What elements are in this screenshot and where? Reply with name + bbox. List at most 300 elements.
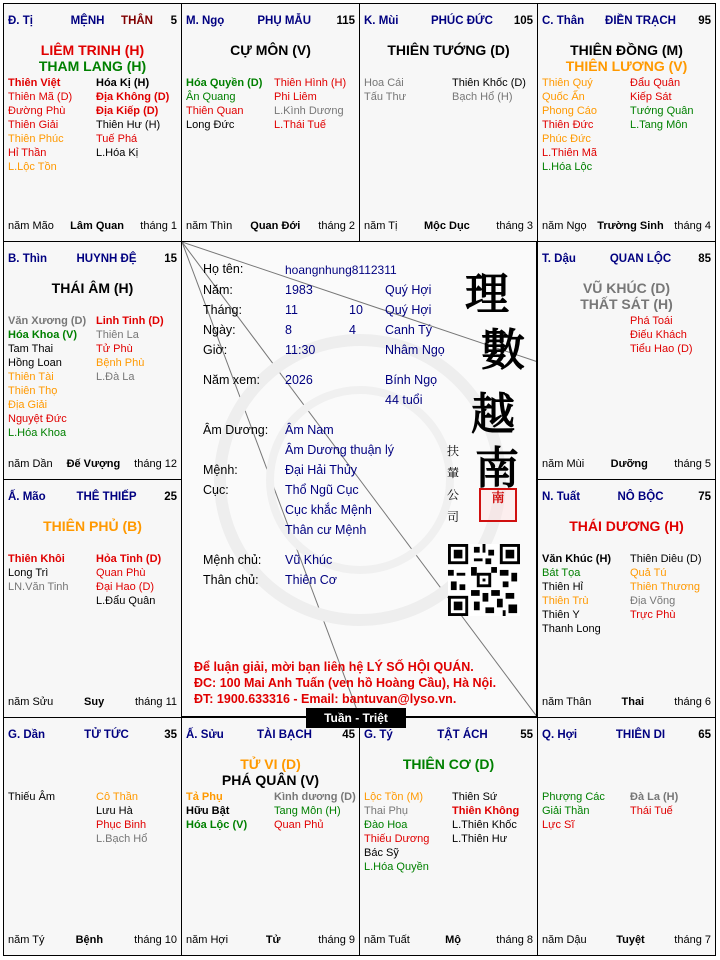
palace-header <box>542 14 711 28</box>
main-star[interactable]: THÁI DƯƠNG (H) <box>569 518 684 534</box>
minor-star[interactable]: Long Trì <box>8 567 49 579</box>
main-stars <box>182 756 359 788</box>
palace-name: TỬ TỨC <box>84 729 129 741</box>
palace-footer <box>542 457 711 471</box>
cuc-note-2: Thân cư Mệnh <box>285 523 367 537</box>
minor-star[interactable]: Tấu Thư <box>364 91 407 103</box>
minor-star[interactable]: Thiên Việt <box>8 77 61 89</box>
tuan-triet-label: Tuần - Triệt <box>306 708 406 728</box>
life-phase: Mộc Dục <box>423 220 470 232</box>
minor-stars-left <box>542 790 605 832</box>
minor-star[interactable]: Tang Môn (H) <box>274 805 341 817</box>
palace-number: 45 <box>342 729 355 741</box>
palace-name: THÊ THIẾP <box>76 491 137 503</box>
minor-star[interactable]: Tiểu Hao (D) <box>630 343 693 355</box>
palace-year: năm Tý <box>8 934 45 946</box>
month-can: Quý Hợi <box>385 303 432 317</box>
minor-star[interactable]: L.Lộc Tồn <box>8 161 57 173</box>
palace-month: tháng 9 <box>318 934 355 946</box>
palace-cell-than[interactable] <box>537 3 716 242</box>
palace-year: năm Tuất <box>364 934 410 946</box>
minor-star[interactable]: Bạch Hổ (H) <box>452 91 513 103</box>
minor-star[interactable]: Thiên Không <box>452 805 520 817</box>
palace-cell-dau[interactable] <box>537 241 716 480</box>
minor-star[interactable]: Giải Thần <box>542 805 590 817</box>
minor-star[interactable]: Lưu Hà <box>96 805 133 817</box>
palace-name: PHỤ MẪU <box>257 15 312 27</box>
vertical-char-1: 扶 <box>446 444 459 458</box>
palace-header <box>542 252 711 266</box>
palace-header <box>186 728 355 742</box>
minor-star[interactable]: L.Hóa Lộc <box>542 161 593 173</box>
minor-stars-right <box>630 790 678 818</box>
palace-year: năm Mão <box>8 220 54 232</box>
palace-branch: M. Ngọ <box>186 15 225 27</box>
main-star[interactable]: THÁI ÂM (H) <box>51 280 134 296</box>
am-duong-label: Âm Dương: <box>203 423 269 437</box>
main-stars <box>4 280 181 296</box>
main-star[interactable]: PHÁ QUÂN (V) <box>221 772 320 788</box>
minor-stars-right <box>96 76 169 160</box>
minor-stars-right <box>630 314 693 356</box>
palace-cell-ngo[interactable] <box>181 3 360 242</box>
main-star[interactable]: THIÊN TƯỚNG (D) <box>387 42 510 58</box>
palace-cell-mui[interactable] <box>359 3 538 242</box>
day-solar: 8 <box>285 323 292 337</box>
main-star[interactable]: TỬ VI (D) <box>240 756 301 772</box>
minor-star[interactable]: Thiên Y <box>542 609 580 621</box>
red-seal-stamp <box>479 488 517 522</box>
palace-name: QUAN LỘC <box>609 253 672 265</box>
minor-stars-right <box>96 790 147 846</box>
palace-cell-ti[interactable] <box>3 3 182 242</box>
minor-star[interactable]: Phúc Đức <box>542 133 591 145</box>
minor-star[interactable]: Thiếu Âm <box>8 791 56 803</box>
minor-star[interactable]: Phá Toái <box>630 315 673 327</box>
palace-year: năm Thân <box>542 696 592 708</box>
palace-number: 65 <box>698 729 711 741</box>
minor-star[interactable]: Tả Phụ <box>186 791 223 803</box>
minor-star[interactable]: Hóa Quyền (D) <box>186 77 263 89</box>
palace-month: tháng 4 <box>674 220 711 232</box>
minor-star[interactable]: Hữu Bật <box>186 805 230 817</box>
minor-star[interactable]: Thiên Thọ <box>8 385 58 397</box>
main-star[interactable]: THIÊN LƯƠNG (V) <box>565 58 688 74</box>
palace-year: năm Hợi <box>186 934 229 946</box>
minor-star[interactable]: Quan Phủ <box>274 819 324 831</box>
day-lunar: 4 <box>349 323 356 337</box>
minor-star[interactable]: L.Tang Môn <box>630 119 688 131</box>
palace-year: năm Tị <box>364 220 398 232</box>
life-phase: Thai <box>621 696 645 708</box>
palace-branch: K. Mùi <box>364 15 399 27</box>
main-stars <box>4 42 181 74</box>
minor-star[interactable]: L.Đà La <box>96 371 135 383</box>
palace-branch: T. Dậu <box>542 253 576 265</box>
minor-star[interactable]: Thiên Thương <box>630 581 701 593</box>
minor-star[interactable]: Thiên Hình (H) <box>274 77 347 89</box>
palace-name: ĐIỀN TRẠCH <box>605 15 676 27</box>
minor-stars-right <box>274 76 346 132</box>
palace-name: NÔ BỘC <box>617 491 664 503</box>
minor-star[interactable]: Nguyệt Đức <box>8 413 67 425</box>
minor-star[interactable]: L.Bạch Hổ <box>96 833 148 845</box>
minor-star[interactable]: LN.Văn Tinh <box>8 581 69 593</box>
life-phase: Đế Vượng <box>66 458 121 470</box>
palace-header <box>186 14 355 28</box>
minor-star[interactable]: Thiên Khốc (D) <box>452 77 526 89</box>
palace-number: 85 <box>698 253 711 265</box>
palace-footer <box>542 219 711 233</box>
palace-year: năm Ngọ <box>542 220 587 232</box>
minor-stars-left <box>8 314 86 440</box>
minor-star[interactable]: Thiên Hỉ <box>542 581 583 593</box>
minor-star[interactable]: Bác Sỹ <box>364 847 399 859</box>
palace-number: 5 <box>170 15 177 27</box>
minor-star[interactable]: Lực Sĩ <box>542 819 575 831</box>
main-star[interactable]: THIÊN PHỦ (B) <box>43 518 142 534</box>
minor-stars-left <box>8 552 69 594</box>
vertical-char-2: 輦 <box>446 466 459 480</box>
life-phase: Dưỡng <box>610 458 648 470</box>
palace-number: 75 <box>698 491 711 503</box>
minor-stars-left <box>364 76 406 104</box>
palace-branch: Đ. Tị <box>8 15 33 27</box>
minor-star[interactable]: Hỉ Thần <box>8 147 47 159</box>
minor-stars-right <box>452 790 519 846</box>
cuc-label: Cục: <box>203 483 229 497</box>
palace-branch: B. Thìn <box>8 253 47 265</box>
view-year-value: 2026 <box>285 373 313 387</box>
day-can: Canh Tý <box>385 323 433 337</box>
minor-star[interactable]: Linh Tinh (D) <box>96 315 164 327</box>
minor-star[interactable]: Tuế Phá <box>96 133 138 145</box>
palace-cell-suu[interactable] <box>181 717 360 956</box>
life-phase: Lâm Quan <box>70 220 124 232</box>
calligraphy-char-2: 數 <box>481 325 525 376</box>
palace-number: 35 <box>164 729 177 741</box>
minor-star[interactable]: Địa Võng <box>630 595 676 607</box>
minor-star[interactable]: Long Đức <box>186 119 235 131</box>
main-star[interactable]: LIÊM TRINH (H) <box>40 42 145 58</box>
main-star[interactable]: THIÊN ĐỒNG (M) <box>570 42 683 58</box>
palace-footer <box>186 933 355 947</box>
palace-footer <box>542 695 711 709</box>
minor-star[interactable]: Bát Tọa <box>542 567 581 579</box>
life-phase: Suy <box>84 696 105 708</box>
minor-stars-right <box>630 76 694 132</box>
minor-star[interactable]: Tướng Quân <box>630 105 694 117</box>
palace-footer <box>8 695 177 709</box>
palace-month: tháng 7 <box>674 934 711 946</box>
palace-month: tháng 6 <box>674 696 711 708</box>
palace-branch: G. Dần <box>8 729 46 741</box>
palace-cell-dan[interactable] <box>3 717 182 956</box>
minor-star[interactable]: Thiên Quan <box>186 105 244 117</box>
palace-name: TÀI BẠCH <box>257 729 312 741</box>
minor-star[interactable]: Quan Phù <box>96 567 146 579</box>
vertical-char-3: 公 <box>446 488 459 502</box>
palace-branch: N. Tuất <box>542 491 581 503</box>
minor-star[interactable]: Thiên La <box>96 329 139 341</box>
palace-branch: G. Tý <box>364 729 393 741</box>
minor-star[interactable]: Đại Hao (D) <box>96 581 155 593</box>
palace-header <box>364 14 533 28</box>
minor-star[interactable]: Thiên Sứ <box>452 791 498 803</box>
minor-star[interactable]: L.Đẩu Quân <box>96 595 156 607</box>
minor-star[interactable]: Phượng Các <box>542 791 605 803</box>
minor-star[interactable]: Thiên Mã (D) <box>8 91 73 103</box>
minor-star[interactable]: Đào Hoa <box>364 819 408 831</box>
minor-stars-left <box>542 552 611 636</box>
menh-value: Đại Hải Thủy <box>285 463 358 477</box>
minor-star[interactable]: Thiên Quý <box>542 77 593 89</box>
life-phase: Bệnh <box>75 934 104 946</box>
palace-name: TẬT ÁCH <box>437 729 488 741</box>
menh-chu-label: Mệnh chủ: <box>203 553 262 567</box>
am-duong-value: Âm Nam <box>285 423 334 437</box>
palace-year: năm Thìn <box>186 220 233 232</box>
palace-footer <box>364 933 533 947</box>
minor-star[interactable]: Bệnh Phù <box>96 357 145 369</box>
minor-star[interactable]: Phục Binh <box>96 819 147 831</box>
minor-star[interactable]: Điếu Khách <box>630 329 687 341</box>
minor-star[interactable]: Kình dương (D) <box>274 791 356 803</box>
calligraphy-char-3: 越 <box>471 389 515 440</box>
life-phase: Mộ <box>445 934 462 946</box>
palace-branch: Ấ. Sửu <box>186 729 224 741</box>
view-year-can: Bính Ngọ <box>385 373 438 387</box>
palace-year: năm Dần <box>8 458 53 470</box>
main-stars <box>360 42 537 58</box>
palace-header <box>8 252 177 266</box>
palace-header <box>8 14 177 28</box>
minor-star[interactable]: Văn Xương (D) <box>8 315 87 327</box>
minor-star[interactable]: Văn Khúc (H) <box>542 553 612 565</box>
minor-stars-left <box>542 76 597 174</box>
main-stars <box>538 280 715 312</box>
palace-footer <box>542 933 711 947</box>
palace-cell-tuat[interactable] <box>537 479 716 718</box>
cuc-note-1: Cục khắc Mệnh <box>285 503 372 517</box>
main-stars <box>538 42 715 74</box>
calligraphy-char-4: 南 <box>475 443 519 494</box>
month-solar: 11 <box>285 303 298 317</box>
palace-number: 25 <box>164 491 177 503</box>
contact-address: ĐC: 100 Mai Anh Tuấn (ven hồ Hoàng Cầu), Hà Nội. <box>194 676 497 690</box>
vertical-char-4: 司 <box>446 510 459 524</box>
minor-stars-left <box>186 76 262 132</box>
minor-star[interactable]: Địa Giải <box>8 399 48 411</box>
minor-star[interactable]: Đà La (H) <box>630 791 679 803</box>
palace-month: tháng 5 <box>674 458 711 470</box>
life-phase: Quan Đới <box>250 220 301 232</box>
minor-star[interactable]: Tử Phù <box>96 343 133 355</box>
main-star[interactable]: VŨ KHÚC (D) <box>582 280 671 296</box>
minor-stars-right <box>96 314 164 384</box>
minor-star[interactable]: Thai Phụ <box>364 805 409 817</box>
palace-cell-hoi[interactable] <box>537 717 716 956</box>
minor-star[interactable]: L.Thiên Khốc <box>452 819 517 831</box>
palace-month: tháng 8 <box>496 934 533 946</box>
palace-footer <box>186 219 355 233</box>
minor-star[interactable]: Thiên Giải <box>8 119 59 131</box>
palace-year: năm Mùi <box>542 458 585 470</box>
minor-star[interactable]: Thái Tuế <box>630 805 673 817</box>
qr-code-icon[interactable] <box>448 544 520 616</box>
palace-footer <box>8 933 177 947</box>
minor-star[interactable]: Quốc Ấn <box>542 91 585 103</box>
palace-number: 55 <box>520 729 533 741</box>
palace-year: năm Sửu <box>8 696 54 708</box>
minor-star[interactable]: Hóa Khoa (V) <box>8 329 78 341</box>
minor-star[interactable]: L.Thiên Hư <box>452 833 508 845</box>
minor-star[interactable]: L.Hóa Khoa <box>8 427 67 439</box>
palace-number: 105 <box>513 15 533 27</box>
main-stars <box>360 756 537 772</box>
minor-star[interactable]: Địa Kiếp (D) <box>96 105 159 117</box>
cuc-value: Thổ Ngũ Cục <box>285 483 359 497</box>
minor-star[interactable]: L.Hóa Quyền <box>364 861 429 873</box>
palace-number: 15 <box>164 253 177 265</box>
main-star[interactable]: THAM LANG (H) <box>38 58 147 74</box>
minor-star[interactable]: Kiếp Sát <box>630 91 672 103</box>
life-phase: Trường Sinh <box>597 220 664 232</box>
year-can: Quý Hợi <box>385 283 432 297</box>
minor-star[interactable]: L.Kình Dương <box>274 105 344 117</box>
minor-star[interactable]: Cô Thần <box>96 791 138 803</box>
year-value: 1983 <box>285 283 313 297</box>
main-stars <box>4 518 181 534</box>
main-star[interactable]: CỰ MÔN (V) <box>230 42 311 58</box>
palace-cell-thin[interactable] <box>3 241 182 480</box>
minor-stars-left <box>364 790 429 874</box>
contact-phone-email[interactable]: ĐT: 1900.633316 - Email: bantuvan@lyso.vn. <box>194 692 457 706</box>
am-duong-note: Âm Dương thuận lý <box>285 443 394 457</box>
minor-stars-left <box>8 76 72 174</box>
menh-label: Mệnh: <box>203 463 238 477</box>
month-lunar: 10 <box>349 303 363 317</box>
minor-star[interactable]: Phong Cáo <box>542 105 598 117</box>
minor-star[interactable]: Hồng Loan <box>8 357 62 369</box>
minor-star[interactable]: L.Hóa Kị <box>96 147 139 159</box>
minor-star[interactable]: Đẩu Quân <box>630 77 681 89</box>
minor-star[interactable]: Đường Phù <box>8 105 66 117</box>
palace-name: PHÚC ĐỨC <box>430 15 493 27</box>
palace-name: MỆNH <box>70 15 105 27</box>
year-label: Năm: <box>203 283 233 297</box>
minor-star[interactable]: Hoa Cái <box>364 77 404 89</box>
than-marker: THÂN <box>121 15 153 27</box>
palace-header <box>542 490 711 504</box>
palace-branch: Q. Hợi <box>542 729 578 741</box>
palace-month: tháng 11 <box>134 696 177 708</box>
seal-text: 南 <box>491 491 505 506</box>
palace-name: HUYNH ĐỆ <box>76 253 137 265</box>
minor-star[interactable]: Thiên Tài <box>8 371 54 383</box>
minor-star[interactable]: Thiên Phúc <box>8 133 64 145</box>
menh-chu-value: Vũ Khúc <box>285 553 333 567</box>
minor-star[interactable]: Thiên Đức <box>542 119 594 131</box>
age-value: 44 tuổi <box>385 393 423 407</box>
day-label: Ngày: <box>203 323 236 337</box>
hour-value: 11:30 <box>285 343 316 357</box>
life-phase: Tuyệt <box>616 934 645 946</box>
hour-can: Nhâm Ngọ <box>385 343 445 357</box>
name-label: Họ tên: <box>203 262 244 276</box>
palace-header <box>8 728 177 742</box>
minor-star[interactable]: Thiên Hư (H) <box>96 119 161 131</box>
name-row <box>203 262 243 276</box>
minor-star[interactable]: Quả Tú <box>630 567 667 579</box>
contact-line-1: Để luận giải, mời bạn liên hệ LÝ SỐ HỘI QUÁN. <box>194 660 474 674</box>
palace-header <box>8 490 177 504</box>
palace-month: tháng 2 <box>318 220 355 232</box>
than-chu-label: Thân chủ: <box>203 573 259 587</box>
minor-star[interactable]: Địa Không (D) <box>96 91 170 103</box>
palace-branch: C. Thân <box>542 15 585 27</box>
minor-star[interactable]: L.Thái Tuế <box>274 119 326 131</box>
main-stars <box>182 42 359 58</box>
main-star[interactable]: THẤT SÁT (H) <box>580 296 673 312</box>
minor-star[interactable]: Thiếu Dương <box>364 833 430 845</box>
palace-month: tháng 12 <box>134 458 177 470</box>
minor-star[interactable]: Hóa Lộc (V) <box>186 819 248 831</box>
name-value: hoangnhung8112311 <box>285 263 397 277</box>
minor-stars-right <box>274 790 356 832</box>
minor-stars-right <box>630 552 702 622</box>
minor-star[interactable]: Lộc Tồn (M) <box>364 791 424 803</box>
palace-footer <box>364 219 533 233</box>
main-star[interactable]: THIÊN CƠ (D) <box>402 756 495 772</box>
palace-number: 115 <box>336 15 355 27</box>
month-label: Tháng: <box>203 303 242 317</box>
minor-star[interactable]: Thiên Khôi <box>8 553 65 565</box>
palace-footer <box>8 219 177 233</box>
main-stars <box>538 518 715 534</box>
company-vertical-text <box>446 440 460 528</box>
minor-star[interactable]: Hóa Kị (H) <box>96 77 150 89</box>
palace-cell-mao[interactable] <box>3 479 182 718</box>
palace-header <box>542 728 711 742</box>
minor-stars-left <box>8 790 55 804</box>
calligraphy-char-1: 理 <box>465 269 509 320</box>
palace-month: tháng 10 <box>134 934 177 946</box>
hour-label: Giờ: <box>203 343 228 357</box>
minor-star[interactable]: Thiên Trù <box>542 595 589 607</box>
minor-star[interactable]: Phi Liêm <box>274 91 317 103</box>
palace-cell-ty[interactable] <box>359 717 538 956</box>
palace-month: tháng 3 <box>496 220 533 232</box>
palace-branch: Ấ. Mão <box>8 491 46 503</box>
palace-number: 95 <box>698 15 711 27</box>
palace-year: năm Dậu <box>542 934 587 946</box>
minor-star[interactable]: Trực Phù <box>630 609 676 621</box>
palace-name: THIÊN DI <box>615 729 666 741</box>
minor-star[interactable]: Ân Quang <box>186 91 236 103</box>
view-year-label: Năm xem: <box>203 373 260 387</box>
life-phase: Tử <box>265 934 281 946</box>
minor-star[interactable]: Thanh Long <box>542 623 601 635</box>
palace-month: tháng 1 <box>140 220 177 232</box>
minor-star[interactable]: Hỏa Tinh (D) <box>96 553 162 565</box>
minor-stars-right <box>96 552 161 608</box>
palace-footer <box>8 457 177 471</box>
minor-star[interactable]: Thiên Diêu (D) <box>630 553 702 565</box>
minor-star[interactable]: L.Thiên Mã <box>542 147 598 159</box>
minor-star[interactable]: Tam Thai <box>8 343 54 355</box>
minor-stars-left <box>186 790 247 832</box>
